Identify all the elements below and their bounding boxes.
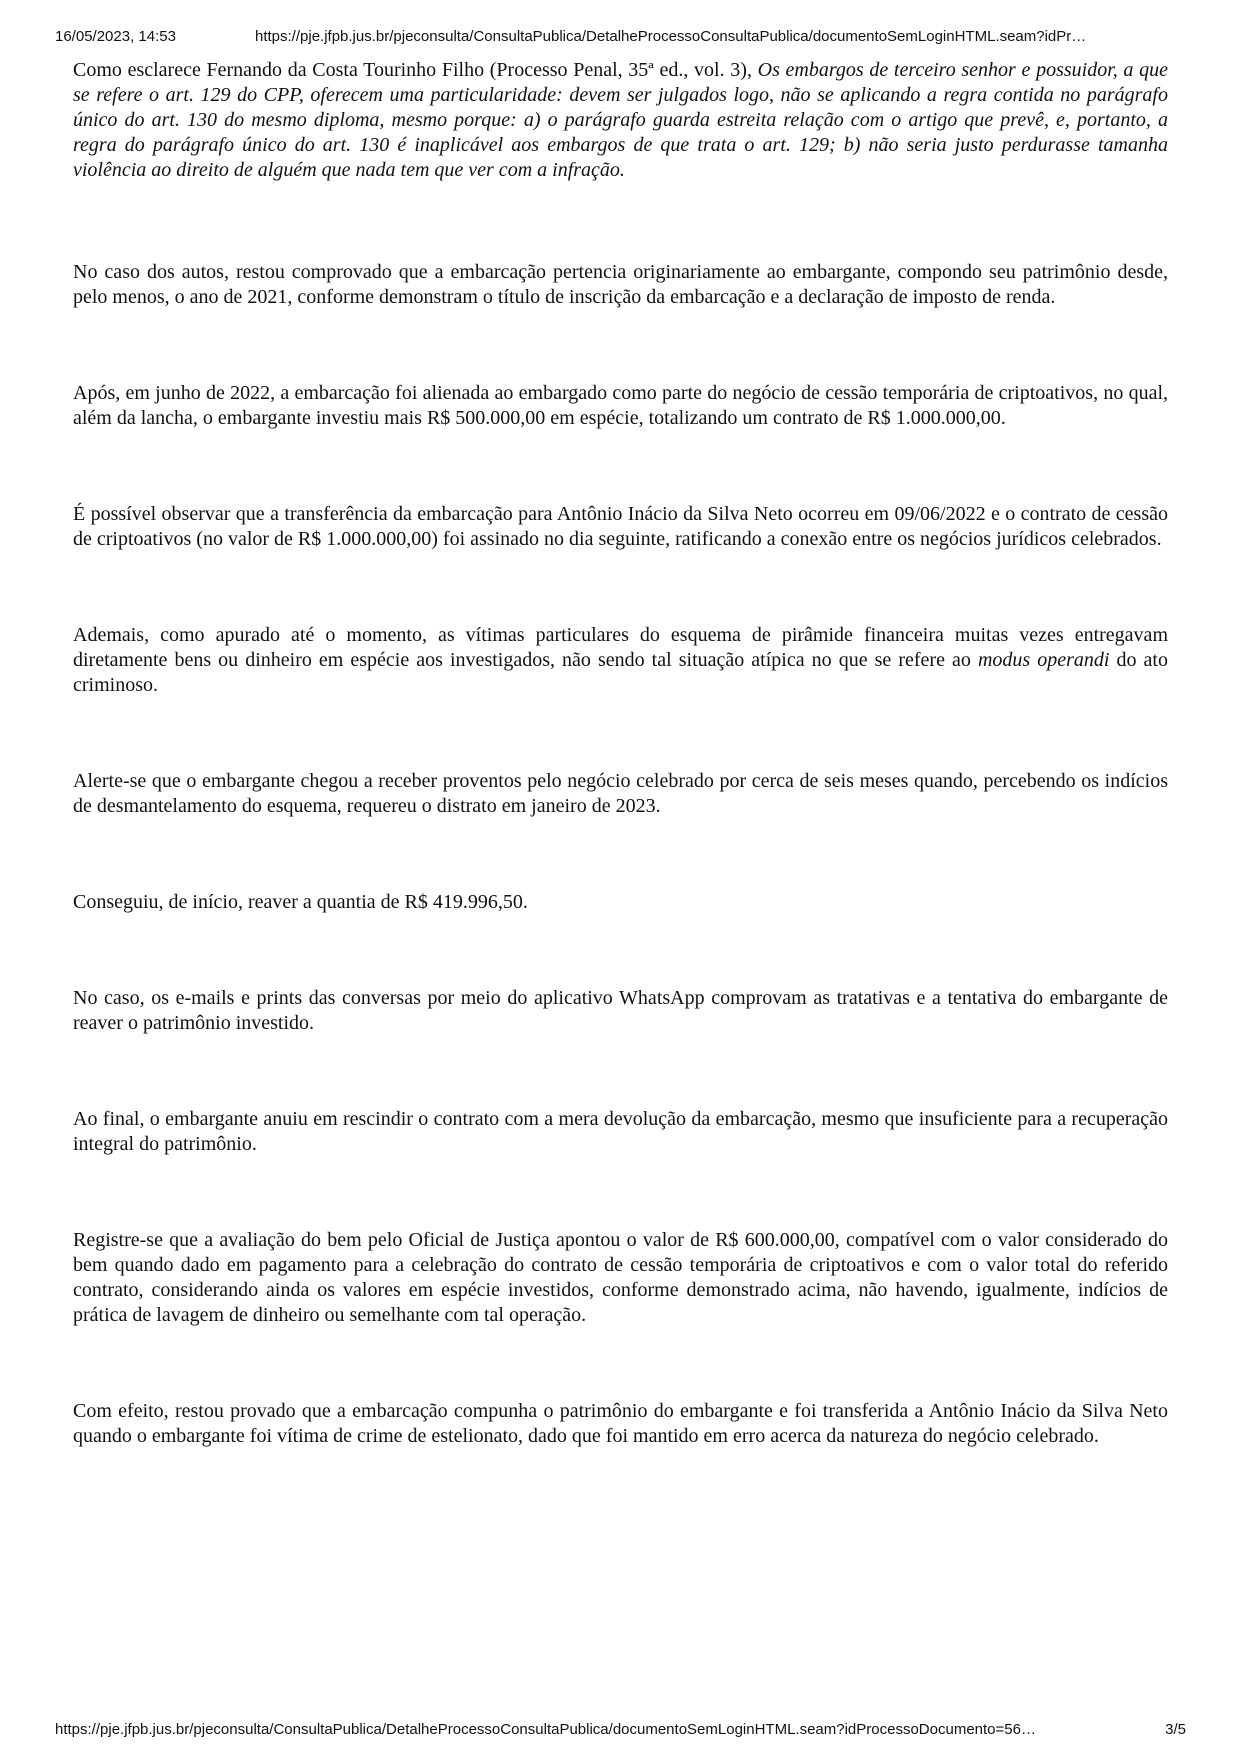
- paragraph-valuation: Registre-se que a avaliação do bem pelo Oficial de Justiça apontou o valor de R$ 600.000,00, compatível com o valor considerado do bem quando dado em pagamento para a celebração do contrato de cessão temporária de criptoativos e com o valor total do referido contrato, considerando ainda os valores em espécie investidos, conforme demonstrado acima, não havendo, igualmente, indícios de prática de lavagem de dinheiro ou semelhante com tal operação.: [73, 1229, 1168, 1326]
- page-number: 3/5: [1165, 1721, 1186, 1738]
- paragraph-modus-operandi: [73, 623, 1168, 698]
- paragraph-evidence: No caso, os e-mails e prints das conversas por meio do aplicativo WhatsApp comprovam as tratativas e a tentativa do embargante de reaver o patrimônio investido.: [73, 987, 1168, 1034]
- print-footer-url: https://pje.jfpb.jus.br/pjeconsulta/ConsultaPublica/DetalheProcessoConsultaPublica/documentoSemLoginHTML.seam?idProcessoDocumento=56…: [55, 1721, 1036, 1738]
- modus-before: Ademais, como apurado até o momento, as vítimas particulares do esquema de pirâmide financeira muitas vezes entregavam diretamente bens ou dinheiro em espécie aos investigados, não sendo tal situação atípica no que se refere ao: [73, 624, 1168, 671]
- modus-italic: modus operandi: [977, 649, 1110, 671]
- paragraph-sale: Após, em junho de 2022, a embarcação foi alienada ao embargado como parte do negócio de cessão temporária de criptoativos, no qual, além da lancha, o embargante investiu mais R$ 500.000,00 em espécie, totalizando um contrato de R$ 1.000.000,00.: [73, 382, 1168, 429]
- paragraph-rescission: Ao final, o embargante anuiu em rescindir o contrato com a mera devolução da embarcação, mesmo que insuficiente para a recuperação integral do patrimônio.: [73, 1108, 1168, 1155]
- paragraph-proceeds: Alerte-se que o embargante chegou a receber proventos pelo negócio celebrado por cerca de seis meses quando, percebendo os indícios de desmantelamento do esquema, requereu o distrato em janeiro de 2023.: [73, 770, 1168, 817]
- print-header: [55, 28, 1186, 48]
- print-header-url: https://pje.jfpb.jus.br/pjeconsulta/ConsultaPublica/DetalheProcessoConsultaPublica/documentoSemLoginHTML.seam?idPr…: [255, 28, 1087, 45]
- paragraph-conclusion: Com efeito, restou provado que a embarcação compunha o patrimônio do embargante e foi transferida a Antônio Inácio da Silva Neto quando o embargante foi vítima de crime de estelionato, dado que foi mantido em erro acerca da natureza do negócio celebrado.: [73, 1400, 1168, 1447]
- paragraph-transfer-date: É possível observar que a transferência da embarcação para Antônio Inácio da Silva Neto ocorreu em 09/06/2022 e o contrato de cessão de criptoativos (no valor de R$ 1.000.000,00) foi assinado no dia seguinte, ratificando a conexão entre os negócios jurídicos celebrados.: [73, 503, 1168, 550]
- modus-after: do ato criminoso.: [73, 649, 1168, 696]
- paragraph-citation: [73, 58, 1168, 183]
- paragraph-recovered-amount: Conseguiu, de início, reaver a quantia de R$ 419.996,50.: [73, 891, 528, 913]
- document-body: [73, 58, 1168, 1449]
- paragraph-ownership: No caso dos autos, restou comprovado que a embarcação pertencia originariamente ao embargante, compondo seu patrimônio desde, pelo menos, o ano de 2021, conforme demonstram o título de inscrição da embarcação e a declaração de imposto de renda.: [73, 261, 1168, 308]
- citation-quote: Os embargos de terceiro senhor e possuidor, a que se refere o art. 129 do CPP, oferecem uma particularidade: devem ser julgados logo, não se aplicando a regra contida no parágrafo único do art. 130 do mesmo diploma, mesmo porque: a) o parágrafo guarda estreita relação com o artigo que prevê, e, portanto, a regra do parágrafo único do art. 130 é inaplicável aos embargos de que trata o art. 129; b) não seria justo perdurasse tamanha violência ao direito de alguém que nada tem que ver com a infração.: [73, 59, 1168, 181]
- print-footer: [55, 1721, 1186, 1741]
- citation-intro: Como esclarece Fernando da Costa Tourinho Filho (Processo Penal, 35ª ed., vol. 3),: [73, 59, 758, 81]
- print-datetime: 16/05/2023, 14:53: [55, 28, 176, 45]
